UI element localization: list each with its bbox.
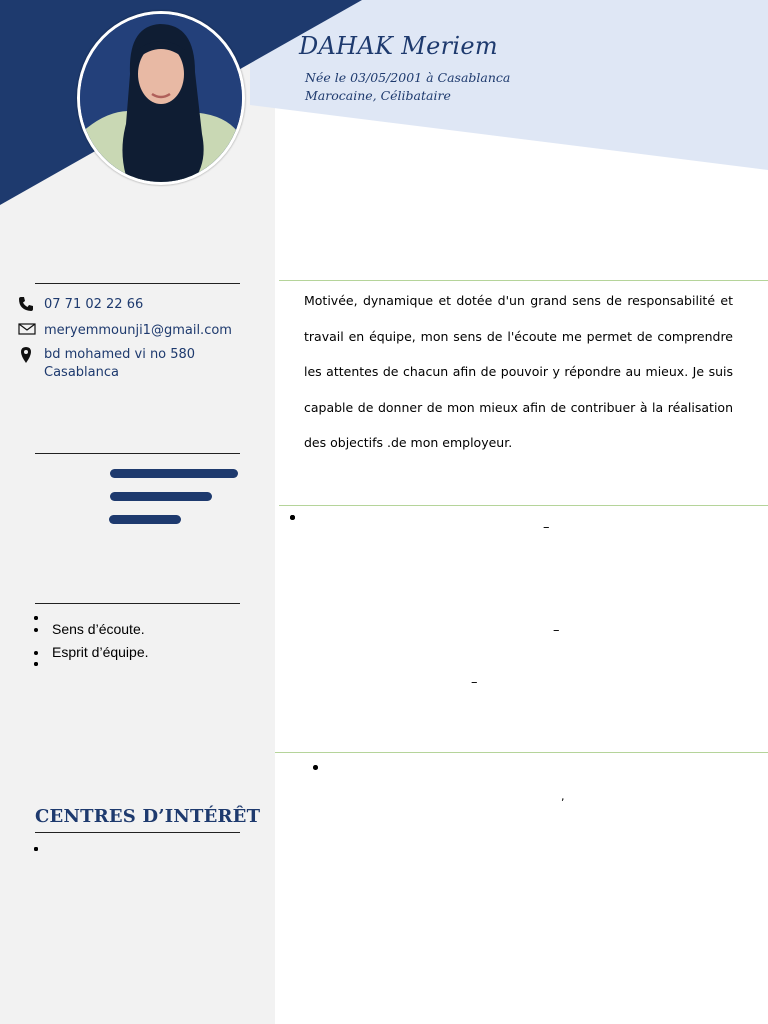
phone-icon	[18, 296, 36, 312]
education-dash: –	[553, 623, 560, 638]
address-line-2: Casablanca	[44, 365, 119, 380]
language-level-bar	[109, 515, 181, 524]
contact-divider	[35, 283, 240, 284]
education-dash: –	[543, 520, 550, 535]
quality-item: Sens d’écoute.	[34, 618, 149, 641]
interests-divider	[35, 832, 240, 833]
contact-email	[18, 322, 232, 340]
quality-item: Esprit d’équipe.	[34, 641, 149, 664]
qualities-list	[34, 618, 149, 664]
email-address[interactable]: meryemmounji1@gmail.com	[44, 323, 232, 338]
contact-phone	[18, 296, 143, 314]
profile-photo	[77, 11, 245, 185]
experience-comma: ,	[561, 790, 565, 803]
birth-info: Née le 03/05/2001 à Casablanca	[305, 70, 511, 85]
profile-divider	[279, 280, 768, 281]
address-line-1: bd mohamed vi no 580	[44, 347, 196, 362]
profile-summary: Motivée, dynamique et dotée d'un grand sens de responsabilité et travail en équipe, mon sens de l'écoute me permet de comprendre les attentes de chacun afin de pouvoir y répondre au mieux. Je suis capable de donner de mon mieux afin de contribuer à la réalisation des objectifs .de mon employeur.	[304, 293, 733, 450]
phone-number[interactable]: 07 71 02 22 66	[44, 297, 144, 312]
language-level-bar	[110, 469, 238, 478]
candidate-name: DAHAK Meriem	[299, 32, 498, 60]
light-blue-band	[250, 0, 768, 170]
language-level-bar	[110, 492, 212, 501]
location-pin-icon	[18, 346, 36, 362]
experience-divider	[275, 752, 768, 753]
personal-status: Marocaine, Célibataire	[305, 88, 451, 103]
qualities-divider	[35, 603, 240, 604]
education-dash: –	[471, 675, 478, 690]
interests-title: CENTRES D’INTÉRÊT	[35, 806, 261, 827]
contact-address	[18, 346, 195, 382]
address	[44, 346, 195, 382]
envelope-icon	[18, 322, 36, 338]
education-divider	[279, 505, 768, 506]
languages-divider	[35, 453, 240, 454]
